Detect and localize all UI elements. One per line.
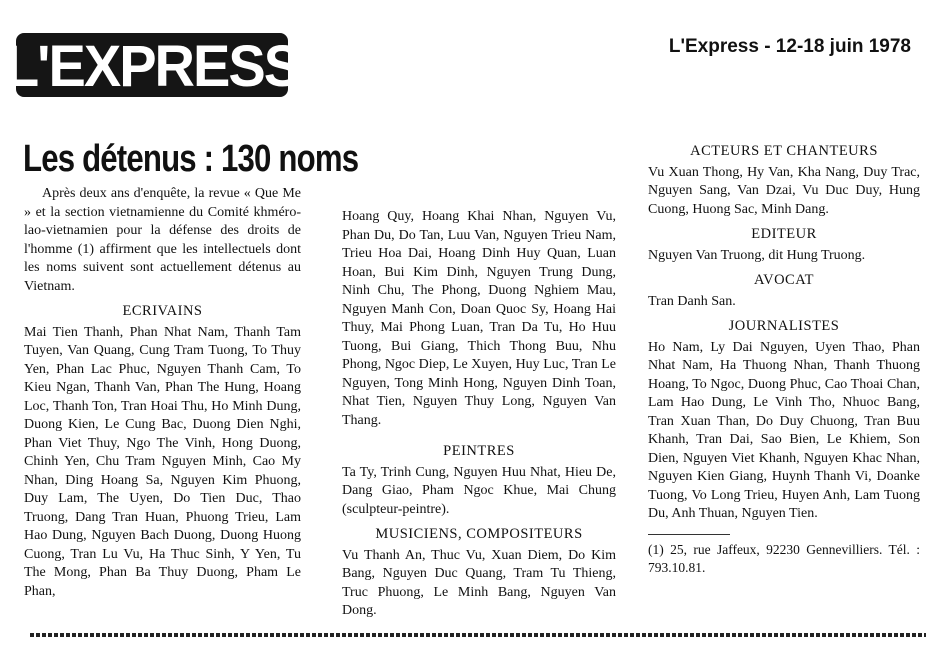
section-title-ecrivains: ECRIVAINS [122,303,203,319]
ecrivains-names-part2: Hoang Quy, Hoang Khai Nhan, Nguyen Vu, Phan Du, Do Tan, Luu Van, Nguyen Trieu Nam, Trieu Hoa Dai, Hoang Dinh Huy Quan, Luan Hoan, Bui Kim Dinh, Nguyen Trung Dung, Ninh Chu, The Phong, Duong Nghiem Mau, Nguyen Manh Con, Doan Quoc Sy, Hoang Hai Thuy, Mai Phong Luan, Tran Da Tu, Ho Huu Tuong, Bui Giang, Thich Thong Buu, Nhu Phong, Ngoc Diep, Le Xuyen, Huy Luc, Tran Le Nguyen, Tong Minh Hong, Nguyen Dinh Toan, Nhat Tien, Nguyen Thuy Long, Nguyen Van Thang. [342,209,616,428]
column-1 [24,185,301,601]
intro-paragraph: Après deux ans d'enquête, la revue « Que Me » et la section vietnamienne du Comité khméro-lao-vietnamien pour la défense des droits de l'homme (1) affirment que les intellectuels dont les noms suivent sont actuellement détenus au Vietnam. [24,186,301,294]
section-title-editeur: EDITEUR [751,226,817,242]
musiciens-names: Vu Thanh An, Thuc Vu, Xuan Diem, Do Kim Bang, Nguyen Duc Quang, Tram Tu Thieng, Truc Phuong, Le Minh Bang, Nguyen Van Dong. [342,547,616,618]
column-3 [648,142,920,577]
journalistes-names: Ho Nam, Ly Dai Nguyen, Uyen Thao, Phan Nhat Nam, Ha Thuong Nhan, Thanh Thuong Hoang, To Ngoc, Duong Phuc, Cao Thoai Chan, Lam Hao Dung, Le Vinh Tho, Nhuoc Bang, Tran Xuan Than, Do Duy Chuong, Tran Buu Khanh, Tran Dai, Sao Bien, Le Khiem, Son Dien, Nguyen Viet Khanh, Nguyen Khac Nhan, Nguyen Kien Giang, Huynh Thanh Vi, Doanke Tuong, Vo Long Trieu, Huyen Anh, Lam Tuong Du, Anh Thuan, Nguyen Tien. [648,339,920,521]
section-title-peintres: PEINTRES [443,443,515,459]
peintres-names: Ta Ty, Trinh Cung, Nguyen Huu Nhat, Hieu De, Dang Giao, Pham Ngoc Khue, Mai Chung (sculpteur-peintre). [342,464,616,517]
section-title-acteurs: ACTEURS ET CHANTEURS [690,143,878,159]
bottom-dotted-rule [30,633,926,637]
footnote: (1) 25, rue Jaffeux, 92230 Gennevilliers. Tél. : 793.10.81. [648,541,920,575]
ecrivains-names-part1: Mai Tien Thanh, Phan Nhat Nam, Thanh Tam Tuyen, Van Quang, Cung Tram Tuong, To Thuy Yen, Phan Lac Phuc, Nguyen Thanh Cam, To Kieu Ngan, Thanh Van, Phan The Hung, Hoang Loc, Thanh Ton, Tran Hoai Thu, Ho Minh Dung, Duong Kien, Le Cung Bac, Duong Dien Nghi, Phan Viet Thuy, Ngo The Vinh, Hong Duong, Chinh Yen, Chu Tram Nguyen Minh, Cao My Nhan, Ding Hoang Sa, Nguyen Kim Phuong, Duy Lam, The Uyen, Do Tien Duc, Thao Truong, Dang Tran Huan, Phuong Trieu, Lam Hao Dung, Nguyen Bach Duong, Duong Huong Cuong, Tran Lu Vu, Ha Thuc Sinh, Y Yen, Tu The Mong, Phan Ba Thuy Duong, Pham Le Phan, [24,324,301,599]
lexpress-logo [4,31,300,99]
section-title-avocat: AVOCAT [754,272,814,288]
editeur-names: Nguyen Van Truong, dit Hung Truong. [648,247,866,263]
source-caption: L'Express - 12-18 juin 1978 [668,36,911,57]
logo-text: L'EXPRESS [4,31,300,99]
section-title-journalistes: JOURNALISTES [728,318,840,334]
headline: Les détenus : 130 noms [23,138,359,180]
acteurs-names: Vu Xuan Thong, Hy Van, Kha Nang, Duy Trac, Nguyen Sang, Van Dzai, Vu Duc Duy, Hung Cuong, Huong Sac, Minh Dang. [648,164,920,217]
avocat-names: Tran Danh San. [648,293,736,309]
column-2 [342,208,616,621]
footnote-divider [648,534,730,535]
section-title-musiciens: MUSICIENS, COMPOSITEURS [375,526,583,542]
